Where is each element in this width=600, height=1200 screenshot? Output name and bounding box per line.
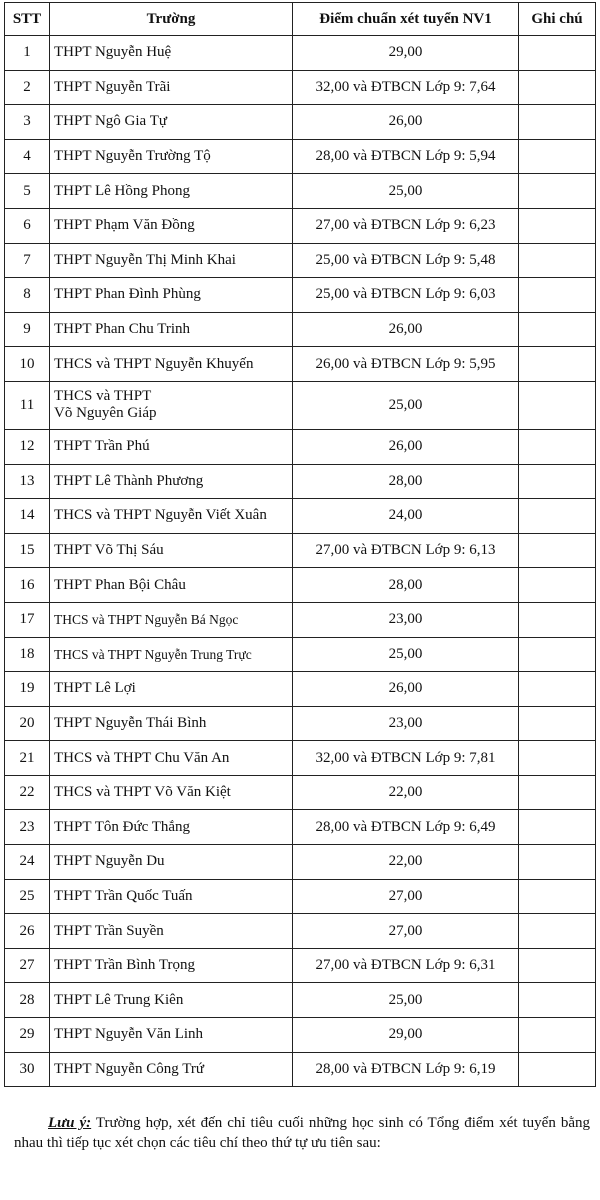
header-note: Ghi chú (519, 3, 596, 36)
row-score: 28,00 và ĐTBCN Lớp 9: 6,19 (293, 1052, 519, 1087)
row-score: 29,00 (293, 1018, 519, 1053)
table-row (5, 775, 596, 810)
table-row (5, 568, 596, 603)
row-stt: 18 (5, 637, 50, 672)
row-note (519, 810, 596, 845)
table-row (5, 1052, 596, 1087)
row-score: 25,00 (293, 637, 519, 672)
row-score: 22,00 (293, 845, 519, 880)
row-stt: 6 (5, 208, 50, 243)
row-stt: 15 (5, 533, 50, 568)
row-school: THCS và THPT Chu Văn An (50, 741, 293, 776)
row-stt: 29 (5, 1018, 50, 1053)
row-stt: 25 (5, 879, 50, 914)
row-school: THPT Lê Lợi (50, 672, 293, 707)
row-stt: 26 (5, 914, 50, 949)
row-note (519, 70, 596, 105)
row-stt: 17 (5, 602, 50, 637)
row-school: THCS và THPT Võ Văn Kiệt (50, 775, 293, 810)
table-row (5, 70, 596, 105)
row-stt: 10 (5, 347, 50, 382)
row-note (519, 672, 596, 707)
row-score: 22,00 (293, 775, 519, 810)
table-row (5, 741, 596, 776)
table-row (5, 499, 596, 534)
row-school: THPT Trần Bình Trọng (50, 948, 293, 983)
row-stt: 14 (5, 499, 50, 534)
row-score: 23,00 (293, 602, 519, 637)
row-score: 27,00 (293, 914, 519, 949)
row-note (519, 243, 596, 278)
table-row (5, 914, 596, 949)
table-header-row (5, 3, 596, 36)
row-score: 27,00 và ĐTBCN Lớp 9: 6,23 (293, 208, 519, 243)
row-school: THPT Nguyễn Trường Tộ (50, 139, 293, 174)
table-row (5, 174, 596, 209)
row-score: 25,00 và ĐTBCN Lớp 9: 6,03 (293, 278, 519, 313)
row-school: THCS và THPT Nguyễn Bá Ngọc (50, 602, 293, 637)
row-stt: 22 (5, 775, 50, 810)
table-row (5, 948, 596, 983)
row-note (519, 105, 596, 140)
row-score: 23,00 (293, 706, 519, 741)
row-note (519, 464, 596, 499)
table-row (5, 243, 596, 278)
row-score: 25,00 (293, 381, 519, 429)
table-row (5, 533, 596, 568)
row-stt: 11 (5, 381, 50, 429)
row-note (519, 208, 596, 243)
table-row (5, 105, 596, 140)
row-stt: 30 (5, 1052, 50, 1087)
row-stt: 5 (5, 174, 50, 209)
row-score: 24,00 (293, 499, 519, 534)
row-note (519, 139, 596, 174)
row-note (519, 568, 596, 603)
row-school: THPT Phan Chu Trinh (50, 312, 293, 347)
footnote-label: Lưu ý: (48, 1115, 92, 1131)
row-school: THPT Nguyễn Du (50, 845, 293, 880)
admission-scores-table (4, 2, 596, 1087)
row-score: 27,00 (293, 879, 519, 914)
row-school: THPT Tôn Đức Thắng (50, 810, 293, 845)
row-note (519, 278, 596, 313)
table-row (5, 36, 596, 71)
row-school: THPT Nguyễn Công Trứ (50, 1052, 293, 1087)
row-score: 32,00 và ĐTBCN Lớp 9: 7,64 (293, 70, 519, 105)
header-stt: STT (5, 3, 50, 36)
row-stt: 20 (5, 706, 50, 741)
row-stt: 24 (5, 845, 50, 880)
table-row (5, 810, 596, 845)
row-note (519, 775, 596, 810)
row-school: THPT Phan Bội Châu (50, 568, 293, 603)
row-score: 26,00 và ĐTBCN Lớp 9: 5,95 (293, 347, 519, 382)
row-school: THPT Trần Quốc Tuấn (50, 879, 293, 914)
row-school: THPT Trần Phú (50, 429, 293, 464)
row-note (519, 533, 596, 568)
row-stt: 8 (5, 278, 50, 313)
row-school: THPT Lê Hồng Phong (50, 174, 293, 209)
table-row (5, 208, 596, 243)
row-stt: 9 (5, 312, 50, 347)
row-note (519, 347, 596, 382)
row-stt: 23 (5, 810, 50, 845)
table-row (5, 464, 596, 499)
row-note (519, 429, 596, 464)
row-school: THPT Phan Đình Phùng (50, 278, 293, 313)
footnote-paragraph (14, 1113, 590, 1153)
row-school (50, 381, 293, 429)
row-score: 32,00 và ĐTBCN Lớp 9: 7,81 (293, 741, 519, 776)
row-note (519, 381, 596, 429)
row-stt: 21 (5, 741, 50, 776)
row-school: THPT Nguyễn Thị Minh Khai (50, 243, 293, 278)
row-score: 28,00 (293, 464, 519, 499)
row-school: THPT Trần Suyền (50, 914, 293, 949)
row-note (519, 1018, 596, 1053)
row-note (519, 741, 596, 776)
row-school: THPT Võ Thị Sáu (50, 533, 293, 568)
table-row (5, 381, 596, 429)
table-row (5, 139, 596, 174)
table-row (5, 1018, 596, 1053)
row-stt: 1 (5, 36, 50, 71)
row-note (519, 845, 596, 880)
row-note (519, 174, 596, 209)
row-score: 25,00 (293, 983, 519, 1018)
row-score: 25,00 (293, 174, 519, 209)
header-school: Trường (50, 3, 293, 36)
row-stt: 12 (5, 429, 50, 464)
row-note (519, 36, 596, 71)
row-score: 27,00 và ĐTBCN Lớp 9: 6,13 (293, 533, 519, 568)
row-score: 29,00 (293, 36, 519, 71)
row-school: THPT Lê Trung Kiên (50, 983, 293, 1018)
row-school: THPT Nguyễn Trãi (50, 70, 293, 105)
row-school: THPT Nguyễn Thái Bình (50, 706, 293, 741)
row-stt: 19 (5, 672, 50, 707)
row-stt: 13 (5, 464, 50, 499)
row-school: THCS và THPT Nguyễn Viết Xuân (50, 499, 293, 534)
table-row (5, 602, 596, 637)
row-school: THPT Nguyễn Huệ (50, 36, 293, 71)
row-note (519, 499, 596, 534)
table-row (5, 312, 596, 347)
table-row (5, 672, 596, 707)
row-stt: 2 (5, 70, 50, 105)
row-note (519, 879, 596, 914)
row-school-line1: THCS và THPT (54, 388, 152, 405)
row-note (519, 637, 596, 672)
row-score: 28,00 và ĐTBCN Lớp 9: 6,49 (293, 810, 519, 845)
row-note (519, 706, 596, 741)
row-stt: 28 (5, 983, 50, 1018)
table-row (5, 429, 596, 464)
row-school: THPT Phạm Văn Đồng (50, 208, 293, 243)
row-note (519, 983, 596, 1018)
row-score: 26,00 (293, 429, 519, 464)
row-school-line2: Võ Nguyên Giáp (54, 405, 157, 422)
row-school: THPT Lê Thành Phương (50, 464, 293, 499)
table-row (5, 879, 596, 914)
table-row (5, 347, 596, 382)
row-score: 28,00 và ĐTBCN Lớp 9: 5,94 (293, 139, 519, 174)
row-stt: 3 (5, 105, 50, 140)
row-score: 26,00 (293, 105, 519, 140)
table-row (5, 278, 596, 313)
footnote-text: Trường hợp, xét đến chỉ tiêu cuối những học sinh có Tổng điểm xét tuyển bằng nhau thì tiếp tục xét chọn các tiêu chí theo thứ tự ưu tiên sau: (14, 1115, 590, 1151)
row-note (519, 948, 596, 983)
row-stt: 16 (5, 568, 50, 603)
table-row (5, 637, 596, 672)
row-stt: 27 (5, 948, 50, 983)
row-school: THPT Nguyễn Văn Linh (50, 1018, 293, 1053)
row-stt: 7 (5, 243, 50, 278)
table-row (5, 983, 596, 1018)
header-score: Điểm chuẩn xét tuyển NV1 (293, 3, 519, 36)
row-school: THPT Ngô Gia Tự (50, 105, 293, 140)
row-note (519, 602, 596, 637)
row-score: 26,00 (293, 312, 519, 347)
row-score: 25,00 và ĐTBCN Lớp 9: 5,48 (293, 243, 519, 278)
row-note (519, 312, 596, 347)
row-school: THCS và THPT Nguyễn Trung Trực (50, 637, 293, 672)
row-score: 27,00 và ĐTBCN Lớp 9: 6,31 (293, 948, 519, 983)
row-note (519, 914, 596, 949)
row-note (519, 1052, 596, 1087)
row-score: 26,00 (293, 672, 519, 707)
table-row (5, 845, 596, 880)
row-score: 28,00 (293, 568, 519, 603)
row-school: THCS và THPT Nguyễn Khuyến (50, 347, 293, 382)
table-row (5, 706, 596, 741)
row-stt: 4 (5, 139, 50, 174)
